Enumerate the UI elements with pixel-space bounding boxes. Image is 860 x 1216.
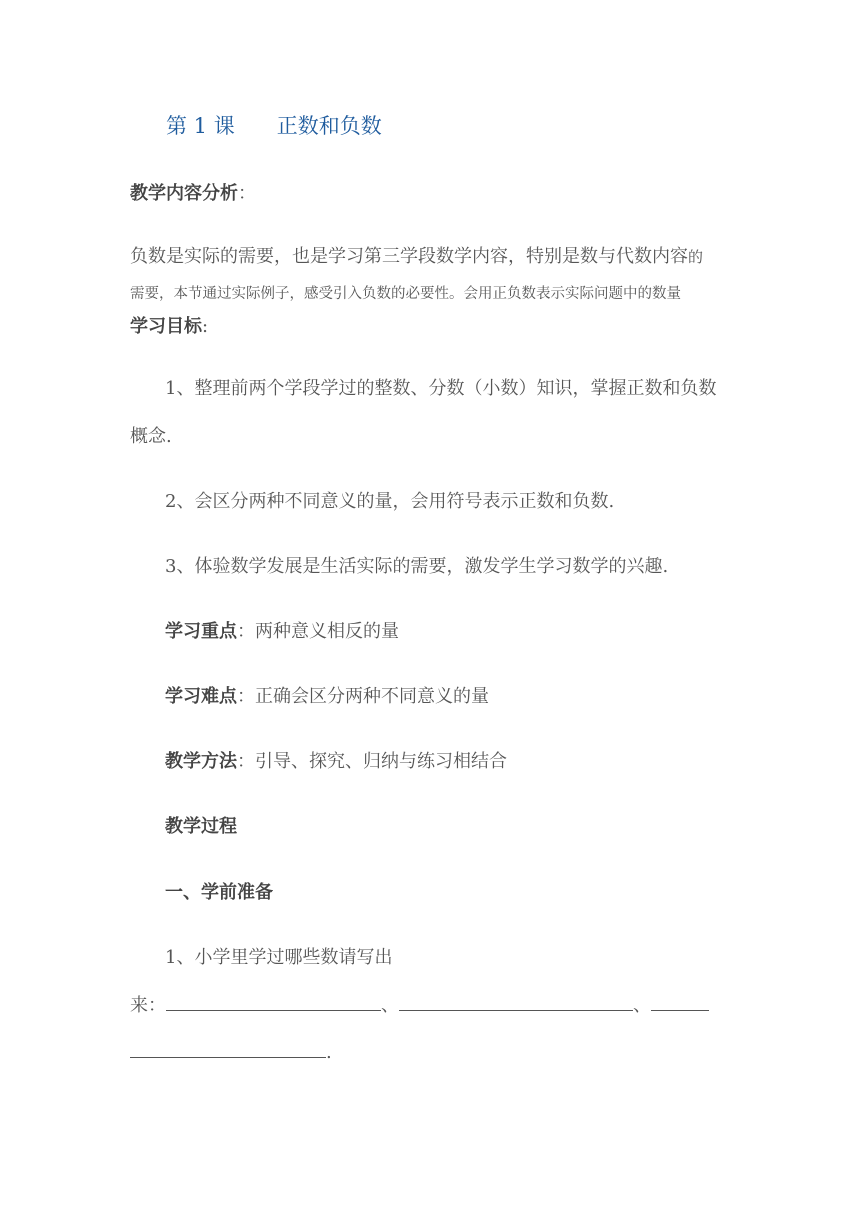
question-1-answer-line [130,993,709,1018]
objectives-heading-label: 学习目标 [130,316,202,337]
question-1: 1、小学里学过哪些数请写出 [165,947,393,968]
objective-item-3: 3、体验数学发展是生活实际的需要，激发学生学习数学的兴趣. [165,556,669,577]
question-1-answer-continued [130,1040,332,1065]
answer-end-period: . [326,1042,332,1063]
key-point-colon: ： [237,621,255,642]
answer-blank-3-continued[interactable] [130,1040,326,1058]
analysis-paragraph-line-2: 需要，本节通过实际例子，感受引入负数的必要性。会用正负数表示实际问题中的数量 [130,286,681,302]
answer-blank-2[interactable] [399,993,633,1011]
answer-blank-1[interactable] [166,993,381,1011]
method-colon: ： [237,751,255,772]
separator-2: 、 [633,995,651,1016]
analysis-heading [130,182,256,206]
analysis-line-1-main: 负数是实际的需要，也是学习第三学段数学内容，特别是数与代数内容 [130,246,688,267]
teaching-method [165,750,507,774]
analysis-paragraph-line-1 [130,245,703,269]
method-value: 引导、探究、归纳与练习相结合 [255,751,507,772]
separator-1: 、 [381,995,399,1016]
difficulty-value: 正确会区分两种不同意义的量 [255,686,489,707]
objective-item-1: 1、整理前两个学段学过的整数、分数（小数）知识，掌握正数和负数 [165,378,717,399]
analysis-line-1-tail: 的 [688,248,704,266]
process-heading: 教学过程 [165,816,237,837]
lesson-number: 第 1 课 [166,114,235,138]
key-point [165,620,399,644]
section-1-heading: 一、学前准备 [165,882,273,903]
objective-item-1-continued: 概念. [130,426,172,447]
key-point-label: 学习重点 [165,621,237,642]
method-label: 教学方法 [165,751,237,772]
lesson-title [166,114,382,138]
lesson-topic: 正数和负数 [276,114,382,138]
key-point-value: 两种意义相反的量 [255,621,399,642]
difficulty-point [165,685,489,709]
difficulty-colon: ： [237,686,255,707]
objectives-heading-colon: : [202,316,209,337]
analysis-heading-label: 教学内容分析 [130,183,238,204]
objectives-heading [130,315,208,339]
objective-item-2: 2、会区分两种不同意义的量，会用符号表示正数和负数. [165,491,615,512]
analysis-heading-colon: ： [238,183,256,204]
difficulty-label: 学习难点 [165,686,237,707]
question-1-prefix: 来： [130,995,166,1016]
answer-blank-3[interactable] [651,993,709,1011]
